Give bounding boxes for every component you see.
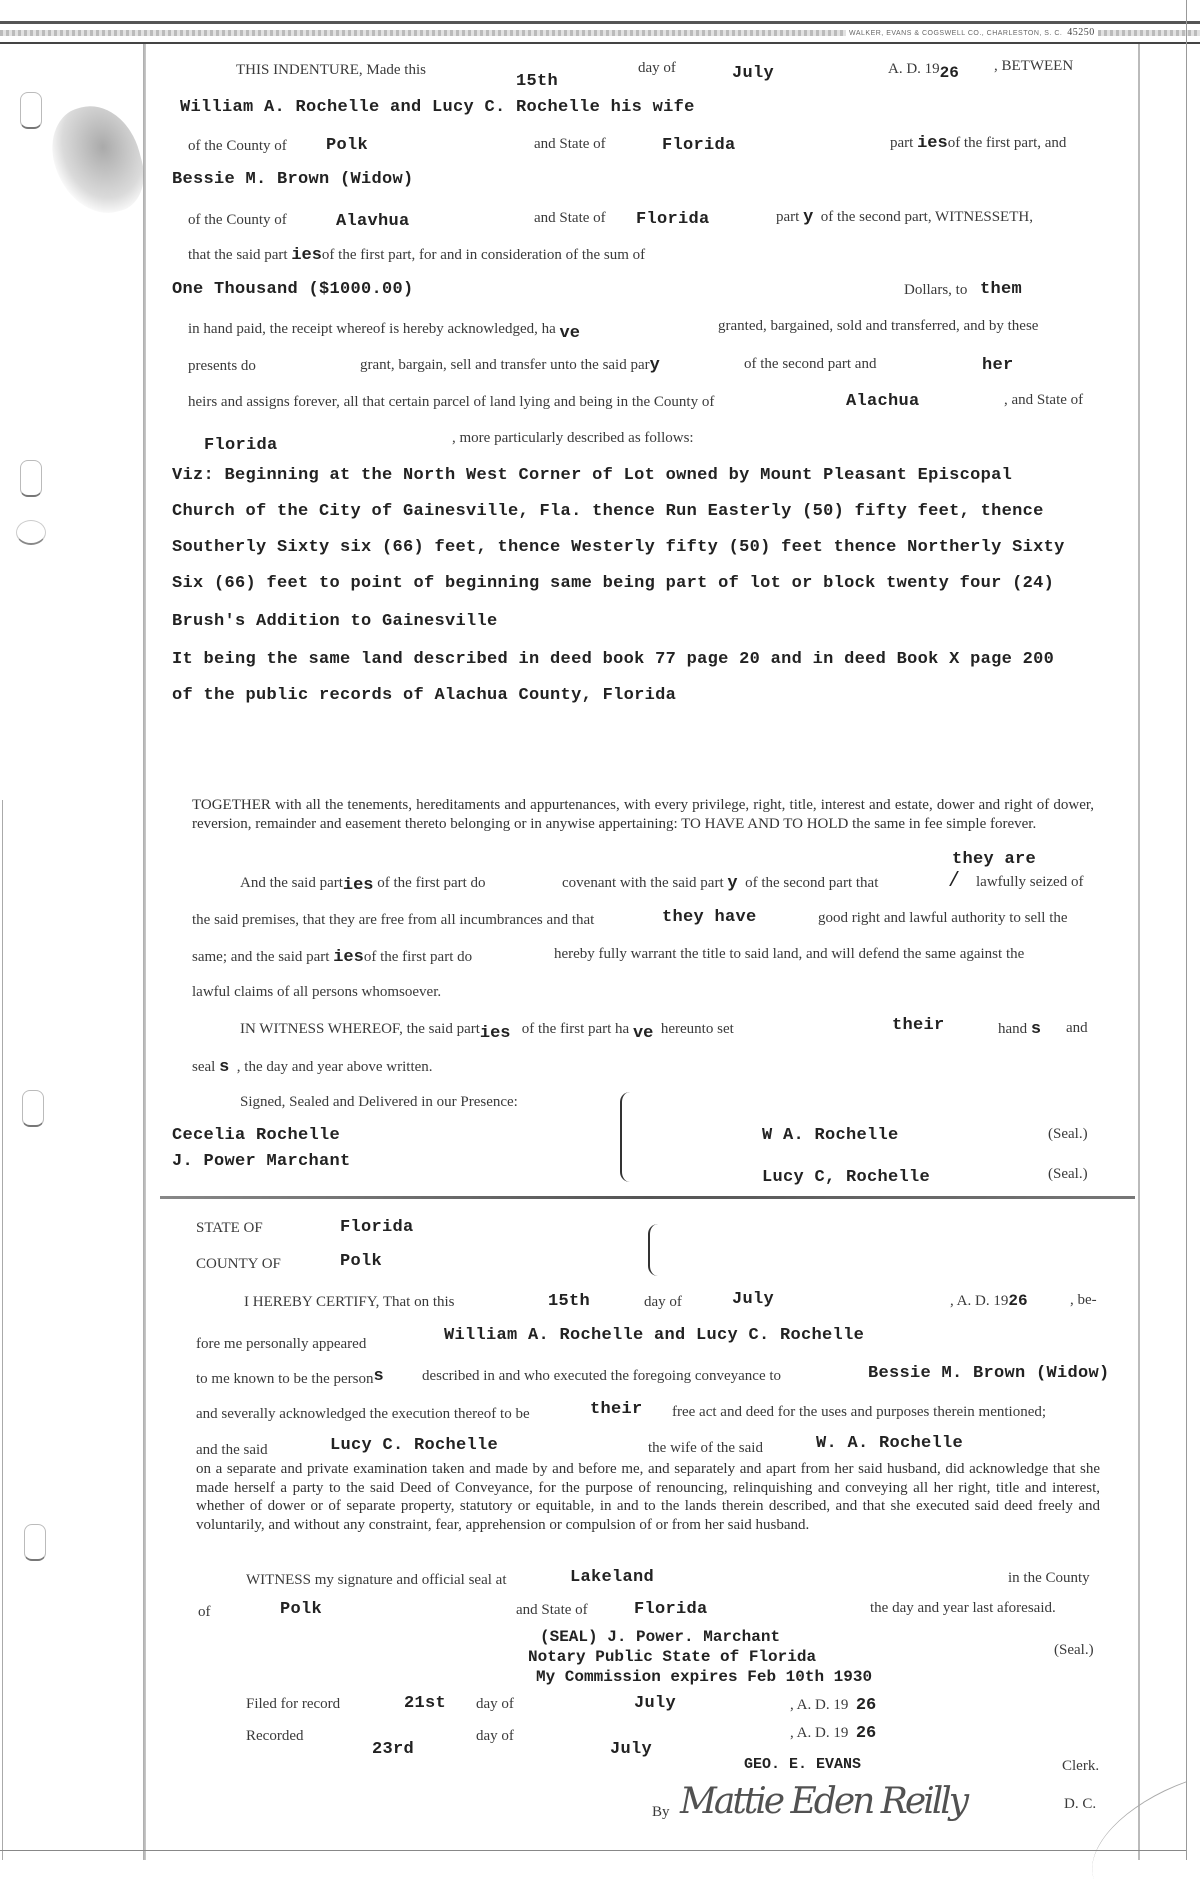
left-margin-rule — [143, 44, 146, 1860]
first-party-state: Florida — [662, 136, 736, 155]
of-label: of — [198, 1604, 211, 1620]
second-part-label — [776, 208, 1033, 227]
day-of-label: day of — [638, 60, 676, 76]
brace-divider — [648, 1224, 664, 1276]
state-label: and State of — [534, 136, 606, 152]
party-suffix: ies — [917, 134, 948, 153]
county-label: of the County of — [188, 212, 287, 228]
appeared-names: William A. Rochelle and Lucy C. Rochelle — [444, 1326, 865, 1345]
notary-seal-mark: (Seal.) — [1054, 1642, 1094, 1658]
they-have: they have — [662, 908, 757, 927]
known-label: to me known to be the person — [196, 1371, 374, 1387]
section-divider — [160, 1196, 1135, 1199]
binder-hole-icon — [24, 1524, 46, 1561]
ack-day: 15th — [548, 1292, 591, 1311]
recorded-ad — [790, 1724, 876, 1743]
binder-hole-icon — [20, 92, 42, 129]
indenture-month: July — [732, 64, 775, 83]
they-are: they are — [952, 850, 1037, 869]
in-county-label: in the County — [1008, 1570, 1090, 1586]
warrant-line-b: hereby fully warrant the title to said land, and will defend the same against the — [554, 946, 1025, 962]
severally-label: and severally acknowledged the execution thereof to be — [196, 1406, 530, 1422]
header-rule-bottom — [0, 42, 1200, 44]
party-suffix: ies — [479, 1024, 511, 1043]
covenant-second-part: of the second part that — [745, 875, 879, 891]
covenant-line-1a — [240, 874, 486, 893]
ad-prefix: , A. D. 19 — [790, 1725, 849, 1741]
clerk-label: Clerk. — [1062, 1758, 1100, 1774]
recorded-year: 26 — [855, 1724, 877, 1743]
first-party-names: William A. Rochelle and Lucy C. Rochelle his wife — [180, 98, 695, 117]
part-prefix: part — [890, 135, 914, 151]
presents-label: presents do — [188, 358, 256, 374]
witness-signature-label: WITNESS my signature and official seal at — [246, 1572, 507, 1588]
receipt-line — [188, 320, 580, 343]
county-of-label: COUNTY OF — [196, 1256, 281, 1272]
hand-prefix: hand — [998, 1021, 1028, 1037]
together-paragraph: TOGETHER with all the tenements, hereditaments and appurtenances, with every privilege, right, title, interest and estate, dower and right of dower, reversion, remainder and easement thereto belonging or in anywise appertaining: TO HAVE AND TO HOLD the same in fee simple forever. — [192, 797, 1094, 832]
ad-prefix: , A. D. 19 — [950, 1293, 1009, 1309]
indenture-day: 15th — [516, 72, 559, 91]
and-said-label: and the said — [196, 1442, 268, 1458]
described-executed: described in and who executed the foregoing conveyance to — [422, 1368, 782, 1384]
that-said-line — [188, 246, 645, 265]
filed-label: Filed for record — [246, 1696, 341, 1712]
by-label: By — [652, 1804, 670, 1820]
witness-whereof-label: IN WITNESS WHEREOF, the said part — [240, 1021, 480, 1037]
legal-description-line: of the public records of Alachua County, Florida — [172, 686, 677, 705]
filed-day-of: day of — [476, 1696, 514, 1712]
grant-line — [360, 356, 660, 375]
seal-suffix: s — [219, 1058, 230, 1077]
recorded-month: July — [610, 1740, 653, 1759]
witness-state: Florida — [634, 1600, 708, 1619]
grant-suffix: y — [649, 356, 660, 375]
separate-examination-paragraph: on a separate and private examination taken and made by and before me, and separately and apart from her said husband, did acknowledge that she made herself a party to the said Deed of Conveyance, for the purpose of renouncing, relinquishing and conveying all her right, title and interest, whether of dower or of separate property, statutory or equitable, in and to the lands therein described, and that she executed said deed freely and voluntarily, and without any constraint, fear, apprehension or compulsion of or from her said husband. — [196, 1461, 1100, 1534]
ad-prefix: , A. D. 19 — [790, 1697, 849, 1713]
lawfully-seized: lawfully seized of — [976, 874, 1084, 890]
second-party-state: Florida — [636, 210, 710, 229]
day-year-label: the day and year last aforesaid. — [870, 1600, 1056, 1616]
consideration-sum: One Thousand ($1000.00) — [172, 280, 414, 299]
wife-name: Lucy C. Rochelle — [330, 1436, 499, 1455]
witness-whereof-line — [240, 1020, 734, 1043]
notary-commission: My Commission expires Feb 10th 1930 — [536, 1668, 873, 1686]
between-label: , BETWEEN — [994, 58, 1074, 74]
ha-suffix: ve — [632, 1024, 654, 1043]
witness-place: Lakeland — [570, 1568, 655, 1587]
seal-tail: , the day and year above written. — [236, 1059, 433, 1075]
witness-name: Cecelia Rochelle — [172, 1126, 341, 1145]
legal-description-line: Southerly Sixty six (66) feet, thence Westerly fifty (50) feet thence Northerly Sixty — [172, 538, 1065, 557]
ack-ad — [950, 1292, 1028, 1310]
known-line — [196, 1367, 384, 1389]
slash-mark: / — [948, 870, 961, 893]
receipt-label: in hand paid, the receipt whereof is hereby acknowledged, ha — [188, 321, 556, 337]
deputy-signature: Mattie Eden Reilly — [680, 1781, 967, 1822]
clerk-name: GEO. E. EVANS — [744, 1756, 862, 1773]
header-rule-top — [0, 21, 1200, 24]
lawful-claims: lawful claims of all persons whomsoever. — [192, 984, 442, 1000]
seal-line — [192, 1058, 433, 1077]
printer-name: WALKER, EVANS & COGSWELL CO., CHARLESTON, S. C. — [849, 30, 1063, 37]
ack-state: Florida — [340, 1218, 414, 1237]
filed-ad — [790, 1696, 876, 1715]
grant-label: grant, bargain, sell and transfer unto the said par — [360, 357, 650, 373]
ack-their: their — [590, 1400, 643, 1419]
signed-label: Signed, Sealed and Delivered in our Presence: — [240, 1094, 518, 1110]
warrant-first-part: of the first part do — [363, 949, 473, 965]
known-suffix: s — [373, 1367, 384, 1386]
their: their — [892, 1016, 945, 1035]
seal-prefix: seal — [192, 1059, 216, 1075]
binder-hole-icon — [16, 520, 46, 545]
dollars-label: Dollars, to — [904, 282, 968, 298]
signatory-name: Lucy C, Rochelle — [762, 1168, 931, 1187]
filed-month: July — [634, 1694, 677, 1713]
second-party-name: Bessie M. Brown (Widow) — [172, 170, 414, 189]
free-act-label: free act and deed for the uses and purposes therein mentioned; — [672, 1404, 1047, 1420]
hand-suffix: s — [1030, 1020, 1042, 1039]
bottom-edge — [0, 1850, 1186, 1851]
ack-year: 26 — [1008, 1292, 1028, 1310]
right-margin-rule — [1138, 44, 1140, 1860]
brace-divider — [620, 1092, 636, 1182]
party-suffix: y — [727, 874, 738, 893]
certify-label: I HEREBY CERTIFY, That on this — [244, 1294, 455, 1310]
land-state: Florida — [204, 436, 278, 455]
first-part-label — [890, 134, 1066, 153]
party-suffix: ies — [342, 876, 374, 895]
husband-name: W. A. Rochelle — [816, 1434, 964, 1453]
good-right-label: good right and lawful authority to sell the — [818, 910, 1068, 926]
hand-label — [998, 1020, 1041, 1039]
dollars-to: them — [980, 280, 1023, 299]
seal-mark: (Seal.) — [1048, 1126, 1088, 1142]
ack-month: July — [732, 1290, 775, 1309]
warrant-part-label: same; and the said part — [192, 949, 330, 965]
page-edge-left — [2, 800, 3, 1860]
warrant-line-a — [192, 948, 472, 967]
county-label: of the County of — [188, 138, 287, 154]
dc-label: D. C. — [1064, 1796, 1097, 1812]
covenant-line-1b — [562, 874, 878, 893]
notary-title: Notary Public State of Florida — [528, 1648, 817, 1666]
party-suffix: ies — [291, 246, 322, 265]
indenture-intro: THIS INDENTURE, Made this — [236, 62, 426, 78]
described-label: , more particularly described as follows: — [452, 430, 694, 446]
notary-signature: (SEAL) J. Power. Marchant — [540, 1628, 781, 1646]
be-label: , be- — [1070, 1292, 1097, 1308]
ad-label — [888, 60, 959, 82]
wife-of-label: the wife of the said — [648, 1440, 763, 1456]
receipt-suffix: ve — [559, 324, 580, 343]
covenant-part-label: And the said part — [240, 875, 343, 891]
part-prefix: part — [776, 209, 800, 225]
recorded-label: Recorded — [246, 1728, 304, 1744]
second-part-tail: of the second part, WITNESSETH, — [820, 209, 1033, 225]
that-said-label: that the said part — [188, 247, 288, 263]
first-part-ha: of the first part ha — [521, 1021, 630, 1037]
second-party-county: Alavhua — [336, 212, 410, 231]
party-suffix: y — [803, 208, 814, 227]
and-state-label: , and State of — [1004, 392, 1084, 408]
first-party-county: Polk — [326, 136, 369, 155]
premises-label: the said premises, that they are free from all incumbrances and that — [192, 912, 595, 928]
binder-hole-icon — [22, 1090, 44, 1127]
ack-day-of: day of — [644, 1294, 682, 1310]
party-suffix: ies — [333, 948, 364, 967]
binder-hole-icon — [20, 460, 42, 497]
recorded-day-of: day of — [476, 1728, 514, 1744]
second-part-and: of the second part and — [744, 356, 877, 372]
covenant-first-part: of the first part do — [377, 875, 486, 891]
state-label: and State of — [534, 210, 606, 226]
ack-grantee: Bessie M. Brown (Widow) — [868, 1364, 1110, 1383]
granted-label: granted, bargained, sold and transferred, and by these — [718, 318, 1039, 334]
hereunto-set: hereunto set — [660, 1021, 734, 1037]
legal-description-line: It being the same land described in deed book 77 page 20 and in deed Book X page 200 — [172, 650, 1055, 669]
fore-label: fore me personally appeared — [196, 1336, 367, 1352]
indenture-year: 26 — [939, 64, 959, 82]
recorded-day: 23rd — [372, 1740, 415, 1759]
and-label: and — [1066, 1020, 1088, 1036]
ack-county: Polk — [340, 1252, 383, 1271]
ink-stain — [42, 96, 153, 224]
legal-description-line: Church of the City of Gainesville, Fla. thence Run Easterly (50) fifty feet, thence — [172, 502, 1044, 521]
consideration-label: of the first part, for and in consideration of the sum of — [321, 247, 646, 263]
filed-day: 21st — [404, 1694, 447, 1713]
state-of-label: STATE OF — [196, 1220, 263, 1236]
filed-year: 26 — [855, 1696, 877, 1715]
legal-description-line: Brush's Addition to Gainesville — [172, 612, 498, 631]
legal-description-line: Six (66) feet to point of beginning same being part of lot or block twenty four (24) — [172, 574, 1055, 593]
land-county: Alachua — [846, 392, 920, 411]
heirs-pronoun: her — [982, 356, 1014, 375]
form-number: 45250 — [1067, 27, 1095, 38]
printer-imprint — [846, 27, 1098, 38]
legal-description-line: Viz: Beginning at the North West Corner of Lot owned by Mount Pleasant Episcopal — [172, 466, 1013, 485]
witness-county: Polk — [280, 1600, 323, 1619]
state-of-label: and State of — [516, 1602, 588, 1618]
witness-name: J. Power Marchant — [172, 1152, 351, 1171]
seal-mark: (Seal.) — [1048, 1166, 1088, 1182]
signatory-name: W A. Rochelle — [762, 1126, 899, 1145]
page-edge-right — [1186, 0, 1187, 1860]
ad-prefix: A. D. 19 — [888, 61, 940, 77]
covenant-with-label: covenant with the said part — [562, 875, 724, 891]
heirs-label: heirs and assigns forever, all that certain parcel of land lying and being in the County of — [188, 394, 715, 410]
first-part-tail: of the first part, and — [947, 135, 1067, 151]
